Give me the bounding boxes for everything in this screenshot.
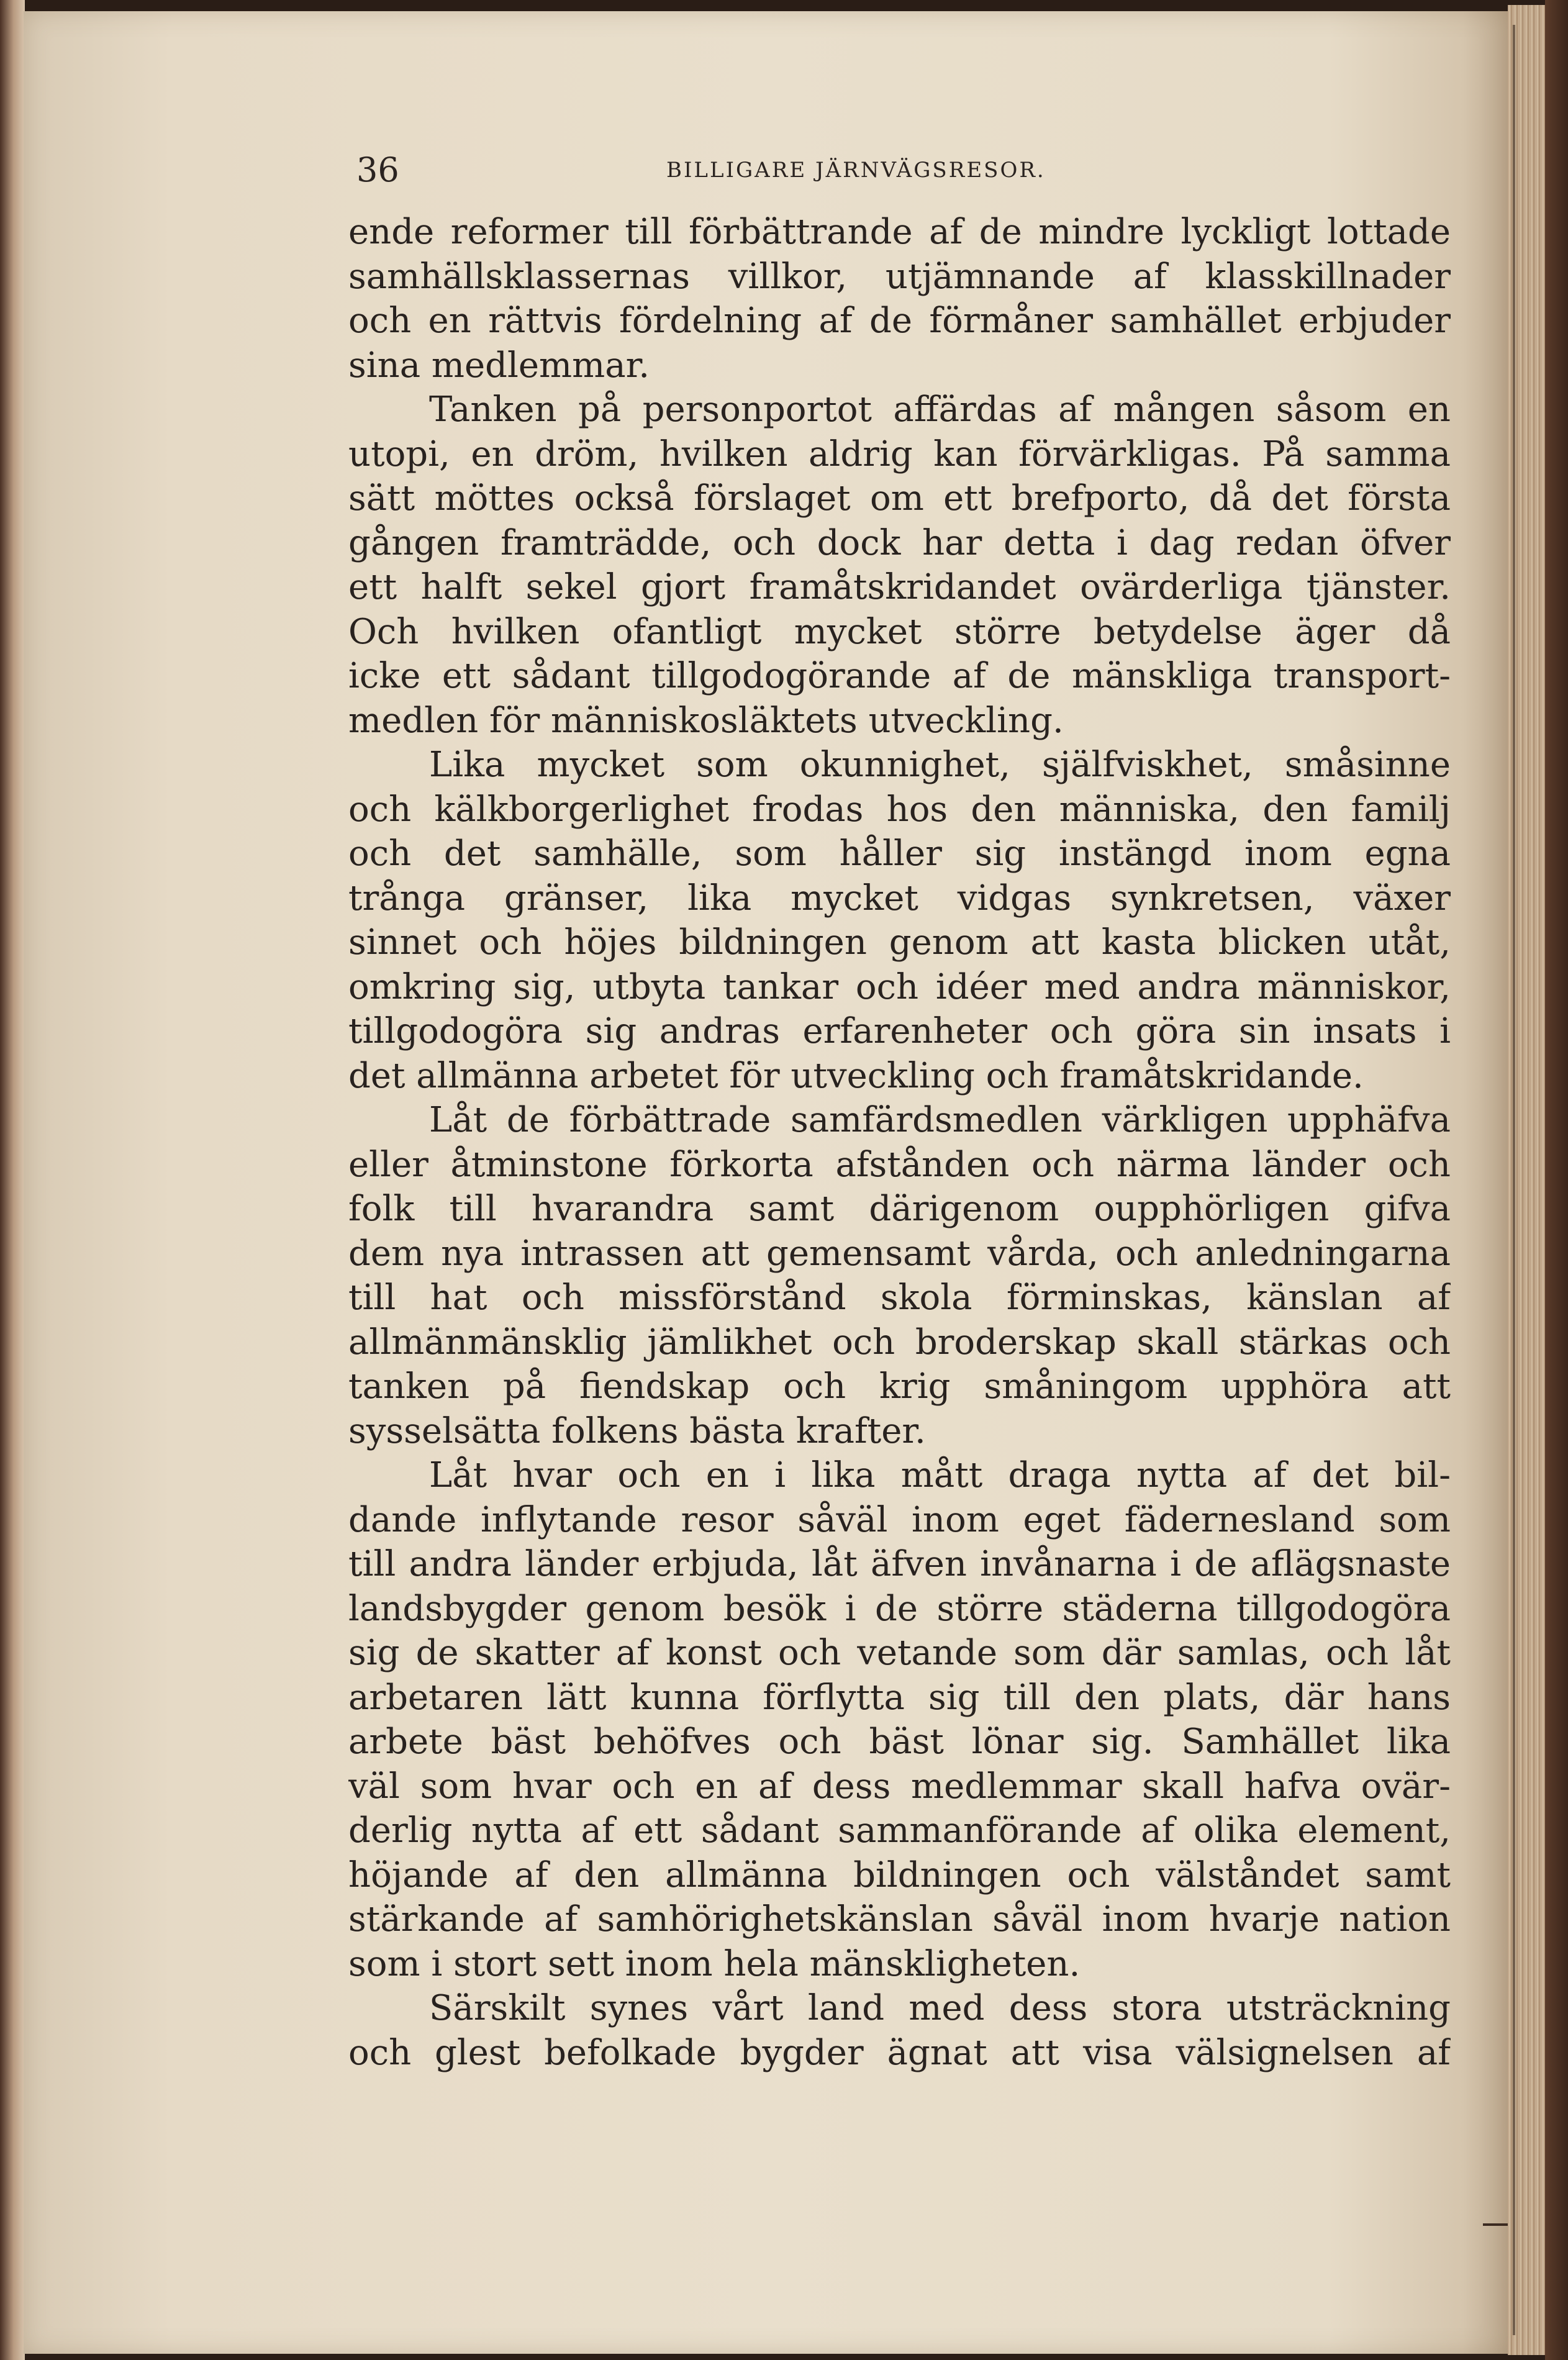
text-line: Låt de förbättrade samfärdsmedlen värkligen upphäfva <box>429 1100 1451 1140</box>
text-line: omkring sig, utbyta tankar och idéer med andra människor, <box>348 966 1451 1007</box>
text-line: det allmänna arbetet för utveckling och framåtskridande. <box>348 1055 1364 1096</box>
text-line: Tanken på personportot affärdas af mången såsom en <box>429 389 1451 430</box>
paragraph <box>348 1986 1451 2075</box>
text-line: ett halft sekel gjort framåtskridandet ovärderliga tjänster. <box>348 567 1451 607</box>
text-line: eller åtminstone förkorta afstånden och närma länder och <box>348 1144 1451 1185</box>
text-line: väl som hvar och en af dess medlemmar skall hafva ovär- <box>348 1766 1451 1807</box>
text-line: trånga gränser, lika mycket vidgas synkretsen, växer <box>348 878 1451 919</box>
text-line: allmänmänsklig jämlikhet och broderskap skall stärkas och <box>348 1322 1451 1363</box>
text-line: gången framträdde, och dock har detta i dag redan öfver <box>348 522 1451 563</box>
text-line: dande inflytande resor såväl inom eget fädernesland som <box>348 1499 1451 1540</box>
text-line: höjande af den allmänna bildningen och välståndet samt <box>348 1854 1451 1895</box>
running-head: BILLIGARE JÄRNVÄGSRESOR. <box>666 158 1046 183</box>
text-line: Låt hvar och en i lika mått draga nytta af det bil- <box>429 1455 1451 1495</box>
page-number: 36 <box>356 150 399 189</box>
text-line: till andra länder erbjuda, låt äfven invånarna i de aflägsnaste <box>348 1544 1451 1584</box>
text-line: tanken på fiendskap och krig småningom upphöra att <box>348 1366 1451 1407</box>
text-line: sig de skatter af konst och vetande som där samlas, och låt <box>348 1633 1451 1673</box>
text-line: och en rättvis fördelning af de förmåner samhället erbjuder <box>348 301 1451 341</box>
text-line: till hat och missförstånd skola förminskas, känslan af <box>348 1278 1451 1318</box>
book-page <box>24 11 1508 2354</box>
text-line: icke ett sådant tillgodogörande af de mänskliga transport- <box>348 656 1451 696</box>
paragraph <box>348 210 1451 388</box>
text-line: folk till hvarandra samt därigenom oupphörligen gifva <box>348 1189 1451 1229</box>
text-line: Lika mycket som okunnighet, själfviskhet, småsinne <box>429 745 1451 785</box>
text-line: som i stort sett inom hela mänskligheten. <box>348 1943 1081 1984</box>
text-line: Särskilt synes vårt land med dess stora utsträckning <box>429 1988 1451 2028</box>
paragraph <box>348 388 1451 743</box>
page-fold-line <box>1513 25 1515 2335</box>
text-line: landsbygder genom besök i de större städerna tillgodogöra <box>348 1588 1451 1629</box>
text-line: sina medlemmar. <box>348 345 650 386</box>
book-binding-edge <box>0 0 25 2360</box>
text-line: stärkande af samhörighetskänslan såväl inom hvarje nation <box>348 1899 1451 1940</box>
body-text <box>348 210 1451 2075</box>
text-line: dem nya intrassen att gemensamt vårda, och anledningarna <box>348 1233 1451 1274</box>
book-cover-edge <box>1545 0 1568 2360</box>
text-line: tillgodogöra sig andras erfarenheter och göra sin insats i <box>348 1011 1451 1051</box>
text-line: utopi, en dröm, hvilken aldrig kan förvärkligas. På samma <box>348 433 1451 474</box>
text-line: sätt möttes också förslaget om ett brefporto, då det första <box>348 478 1451 519</box>
text-line: och glest befolkade bygder ägnat att visa välsignelsen af <box>348 2032 1451 2073</box>
text-line: medlen för människosläktets utveckling. <box>348 700 1064 741</box>
paragraph <box>348 1453 1451 1986</box>
text-line: och kälkborgerlighet frodas hos den människa, den familj <box>348 789 1451 830</box>
text-line: sinnet och höjes bildningen genom att kasta blicken utåt, <box>348 922 1451 963</box>
text-line: arbetaren lätt kunna förflytta sig till den plats, där hans <box>348 1677 1451 1718</box>
paragraph <box>348 743 1451 1098</box>
text-line: och det samhälle, som håller sig instängd inom egna <box>348 833 1451 874</box>
text-line: arbete bäst behöfves och bäst lönar sig. Samhället lika <box>348 1722 1451 1762</box>
paragraph <box>348 1098 1451 1453</box>
text-line: Och hvilken ofantligt mycket större betydelse äger då <box>348 611 1451 652</box>
text-line: ende reformer till förbättrande af de mindre lyckligt lottade <box>348 212 1451 252</box>
text-line: sysselsätta folkens bästa krafter. <box>348 1410 926 1451</box>
text-line: derlig nytta af ett sådant sammanförande af olika element, <box>348 1810 1451 1851</box>
page-header <box>24 145 1508 195</box>
text-line: samhällsklassernas villkor, utjämnande af klasskillnader <box>348 256 1451 297</box>
